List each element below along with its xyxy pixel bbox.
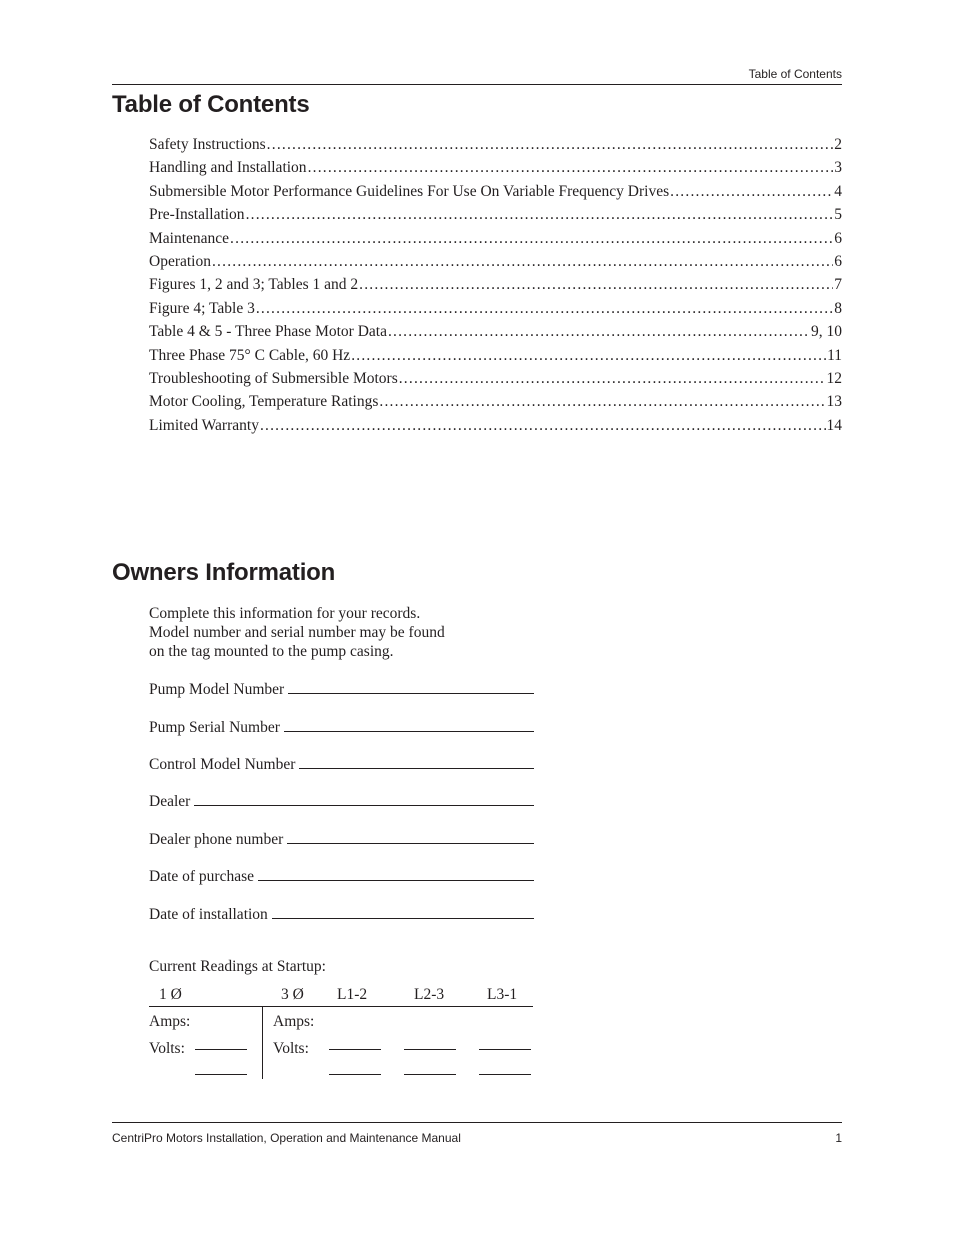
field-label: Date of installation — [149, 906, 268, 923]
toc-entry[interactable] — [149, 370, 842, 393]
toc-entry[interactable] — [149, 323, 842, 346]
footer-manual-title: CentriPro Motors Installation, Operation and Maintenance Manual — [112, 1131, 461, 1145]
intro-line: on the tag mounted to the pump casing. — [149, 643, 394, 660]
toc-leader — [379, 393, 825, 411]
toc-leader — [388, 323, 810, 341]
toc-entry-page: 8 — [834, 299, 842, 317]
blank-line[interactable] — [194, 791, 534, 806]
pump-serial-number-field[interactable] — [149, 717, 534, 737]
toc-entry-page: 6 — [834, 229, 842, 247]
toc-entry-page: 14 — [826, 416, 842, 434]
date-of-installation-field[interactable] — [149, 904, 534, 924]
toc-entry-title: Operation — [149, 252, 211, 270]
phase-divider — [262, 1007, 263, 1079]
toc-entry-page: 2 — [834, 136, 842, 153]
field-label: Dealer phone number — [149, 831, 284, 848]
control-model-number-field[interactable] — [149, 754, 534, 774]
toc-leader — [260, 417, 826, 435]
toc-entry-page: 7 — [834, 276, 842, 294]
l1-2-blank-1[interactable] — [329, 1049, 381, 1050]
dealer-field[interactable] — [149, 791, 534, 811]
pump-model-number-field[interactable] — [149, 679, 534, 699]
toc-leader — [351, 347, 826, 365]
l1-2-blank-2[interactable] — [329, 1074, 381, 1075]
single-phase-volts-label: Volts: — [149, 1040, 185, 1057]
toc-entry[interactable] — [149, 159, 842, 182]
single-phase-volts-blank-2[interactable] — [195, 1074, 247, 1075]
toc-entry-page: 11 — [827, 346, 842, 364]
single-phase-amps-label: Amps: — [149, 1013, 191, 1030]
toc-leader — [399, 370, 826, 388]
blank-line[interactable] — [288, 679, 534, 694]
blank-line[interactable] — [258, 866, 534, 881]
current-readings-table — [149, 983, 534, 1081]
footer-page-number: 1 — [835, 1131, 842, 1145]
toc-leader — [212, 253, 833, 271]
toc-entry-title: Limited Warranty — [149, 416, 259, 434]
l3-1-blank-2[interactable] — [479, 1074, 531, 1075]
toc-list — [149, 136, 842, 440]
column-header-l2-3: L2-3 — [414, 986, 445, 1003]
owners-info-title: Owners Information — [112, 559, 336, 586]
toc-entry-page: 3 — [834, 159, 842, 177]
dealer-phone-field[interactable] — [149, 829, 534, 849]
toc-leader — [256, 300, 833, 318]
three-phase-amps-label: Amps: — [273, 1013, 315, 1030]
single-phase-header: 1 Ø — [159, 986, 182, 1003]
toc-entry[interactable] — [149, 136, 842, 159]
toc-entry[interactable] — [149, 230, 842, 253]
intro-line: Model number and serial number may be found — [149, 624, 445, 641]
toc-entry-page: 6 — [834, 252, 842, 270]
toc-entry-page: 9, 10 — [811, 323, 842, 341]
toc-entry-title: Maintenance — [149, 229, 230, 247]
toc-entry-page: 12 — [826, 369, 842, 387]
field-label: Date of purchase — [149, 868, 255, 885]
field-label: Pump Serial Number — [149, 719, 280, 736]
blank-line[interactable] — [299, 754, 534, 769]
toc-entry[interactable] — [149, 276, 842, 299]
toc-entry-title: Troubleshooting of Submersible Motors — [149, 369, 398, 387]
toc-entry[interactable] — [149, 183, 842, 206]
toc-entry-title: Motor Cooling, Temperature Ratings — [149, 393, 379, 411]
toc-entry[interactable] — [149, 347, 842, 370]
toc-entry-page: 13 — [826, 393, 842, 411]
toc-entry-title: Three Phase 75° C Cable, 60 Hz — [149, 346, 351, 364]
toc-entry-title: Table 4 & 5 - Three Phase Motor Data — [149, 323, 387, 341]
toc-entry-page: 4 — [834, 182, 842, 200]
toc-leader — [246, 206, 834, 224]
blank-line[interactable] — [272, 904, 534, 919]
toc-leader — [670, 183, 833, 201]
toc-leader — [267, 136, 834, 154]
field-label: Control Model Number — [149, 756, 296, 773]
three-phase-volts-label: Volts: — [273, 1040, 309, 1057]
toc-title: Table of Contents — [112, 91, 310, 118]
toc-entry[interactable] — [149, 206, 842, 229]
column-header-l3-1: L3-1 — [487, 986, 518, 1003]
field-label: Pump Model Number — [149, 681, 285, 698]
toc-entry[interactable] — [149, 300, 842, 323]
field-label: Dealer — [149, 793, 191, 810]
toc-leader — [308, 159, 834, 177]
toc-entry-title: Submersible Motor Performance Guidelines For Use On Variable Frequency Drives — [149, 182, 670, 200]
running-head: Table of Contents — [748, 67, 842, 81]
toc-entry-title: Handling and Installation — [149, 159, 307, 177]
toc-entry[interactable] — [149, 393, 842, 416]
toc-entry-title: Pre-Installation — [149, 206, 245, 224]
toc-entry[interactable] — [149, 253, 842, 276]
blank-line[interactable] — [287, 829, 534, 844]
three-phase-header: 3 Ø — [281, 986, 304, 1003]
l3-1-blank-1[interactable] — [479, 1049, 531, 1050]
toc-entry[interactable] — [149, 417, 842, 440]
date-of-purchase-field[interactable] — [149, 866, 534, 886]
header-underline — [149, 1006, 533, 1007]
blank-line[interactable] — [284, 717, 534, 732]
toc-entry-title: Safety Instructions — [149, 136, 266, 153]
header-rule — [112, 84, 842, 85]
readings-title: Current Readings at Startup: — [149, 958, 326, 975]
intro-line: Complete this information for your records. — [149, 605, 421, 622]
owners-intro — [149, 604, 445, 661]
toc-entry-title: Figures 1, 2 and 3; Tables 1 and 2 — [149, 276, 359, 294]
footer-rule — [112, 1122, 842, 1123]
column-header-l1-2: L1-2 — [337, 986, 368, 1003]
l2-3-blank-2[interactable] — [404, 1074, 456, 1075]
toc-leader — [230, 230, 833, 248]
single-phase-volts-blank-1[interactable] — [195, 1049, 247, 1050]
l2-3-blank-1[interactable] — [404, 1049, 456, 1050]
toc-leader — [359, 276, 833, 294]
toc-entry-page: 5 — [834, 206, 842, 224]
toc-entry-title: Figure 4; Table 3 — [149, 299, 255, 317]
